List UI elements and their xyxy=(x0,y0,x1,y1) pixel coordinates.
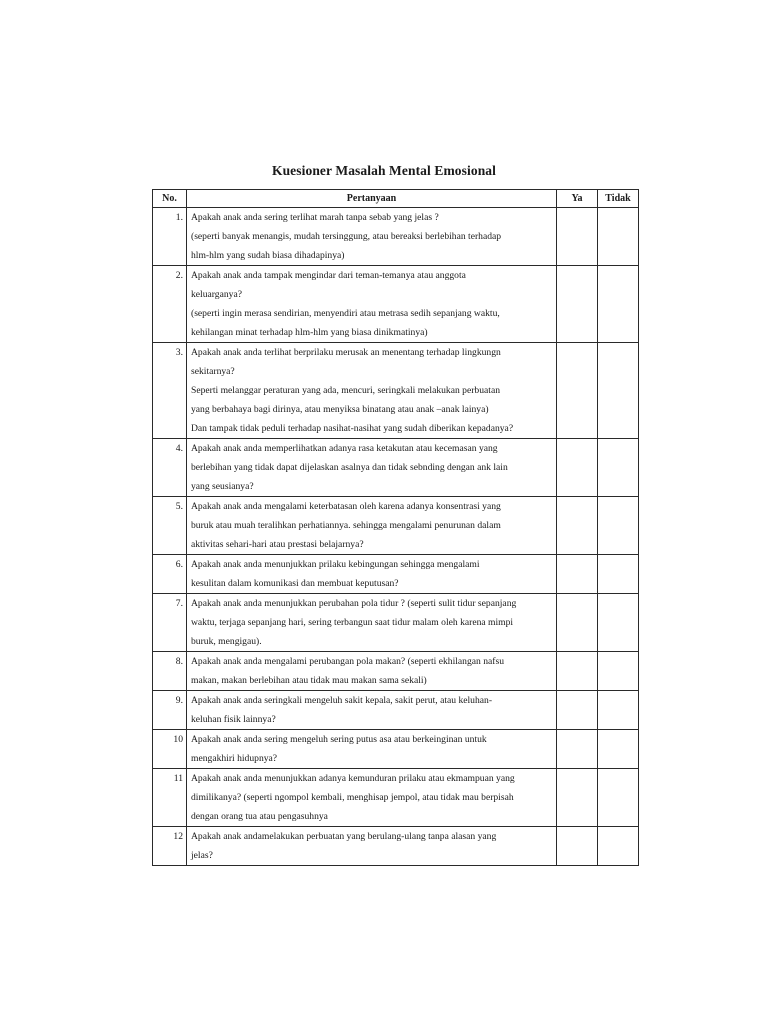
question-line: Apakah anak anda menunjukkan perubahan pola tidur ? (seperti sulit tidur sepanjang xyxy=(191,598,517,609)
table-row xyxy=(153,769,639,827)
row-number: 6. xyxy=(153,555,187,594)
question-line: Apakah anak anda sering terlihat marah tanpa sebab yang jelas ? xyxy=(191,212,439,223)
table-row xyxy=(153,266,639,343)
question-line: sekitarnya? xyxy=(191,366,235,377)
question-line: hlm-hlm yang sudah biasa dihadapinya) xyxy=(191,250,345,261)
question-line: keluhan fisik lainnya? xyxy=(191,714,276,725)
answer-no-cell[interactable] xyxy=(598,555,639,594)
answer-no-cell[interactable] xyxy=(598,691,639,730)
question-text xyxy=(187,769,557,827)
question-line: Apakah anak anda memperlihatkan adanya rasa ketakutan atau kecemasan yang xyxy=(191,443,498,454)
question-line: (seperti banyak menangis, mudah tersinggung, atau bereaksi berlebihan terhadap xyxy=(191,231,502,242)
answer-no-cell[interactable] xyxy=(598,769,639,827)
table-row xyxy=(153,208,639,266)
answer-yes-cell[interactable] xyxy=(557,691,598,730)
question-line: Apakah anak anda tampak mengindar dari teman-temanya atau anggota xyxy=(191,270,466,281)
question-line: (seperti ingin merasa sendirian, menyendiri atau metrasa sedih sepanjang waktu, xyxy=(191,308,500,319)
header-yes: Ya xyxy=(557,190,598,208)
row-number: 5. xyxy=(153,497,187,555)
row-number: 10 xyxy=(153,730,187,769)
row-number: 3. xyxy=(153,343,187,439)
answer-no-cell[interactable] xyxy=(598,439,639,497)
row-number: 1. xyxy=(153,208,187,266)
question-line: yang berbahaya bagi dirinya, atau menyiksa binatang atau anak –anak lainya) xyxy=(191,404,489,415)
table-row xyxy=(153,439,639,497)
answer-yes-cell[interactable] xyxy=(557,439,598,497)
answer-yes-cell[interactable] xyxy=(557,652,598,691)
table-body xyxy=(153,208,639,866)
question-line: kesulitan dalam komunikasi dan membuat keputusan? xyxy=(191,578,399,589)
table-row xyxy=(153,730,639,769)
answer-no-cell[interactable] xyxy=(598,208,639,266)
answer-yes-cell[interactable] xyxy=(557,769,598,827)
row-number: 9. xyxy=(153,691,187,730)
question-line: Seperti melanggar peraturan yang ada, mencuri, seringkali melakukan perbuatan xyxy=(191,385,501,396)
question-line: dimilikanya? (seperti ngompol kembali, menghisap jempol, atau tidak mau berpisah xyxy=(191,792,514,803)
question-text xyxy=(187,439,557,497)
header-no-answer: Tidak xyxy=(598,190,639,208)
question-line: yang seusianya? xyxy=(191,481,254,492)
row-number: 2. xyxy=(153,266,187,343)
answer-yes-cell[interactable] xyxy=(557,208,598,266)
row-number: 11 xyxy=(153,769,187,827)
question-line: mengakhiri hidupnya? xyxy=(191,753,278,764)
question-line: Apakah anak anda sering mengeluh sering putus asa atau berkeinginan untuk xyxy=(191,734,487,745)
question-line: buruk, mengigau). xyxy=(191,636,262,647)
question-line: berlebihan yang tidak dapat dijelaskan asalnya dan tidak sebnding dengan ank lain xyxy=(191,462,508,473)
question-line: jelas? xyxy=(191,850,213,861)
question-line: Apakah anak anda mengalami keterbatasan oleh karena adanya konsentrasi yang xyxy=(191,501,501,512)
header-question: Pertanyaan xyxy=(187,190,557,208)
question-line: Apakah anak anda terlihat berprilaku merusak an menentang terhadap lingkungn xyxy=(191,347,501,358)
question-line: aktivitas sehari-hari atau prestasi belajarnya? xyxy=(191,539,364,550)
question-text xyxy=(187,730,557,769)
question-text xyxy=(187,343,557,439)
answer-no-cell[interactable] xyxy=(598,266,639,343)
answer-yes-cell[interactable] xyxy=(557,343,598,439)
table-header-row xyxy=(153,190,639,208)
question-text xyxy=(187,266,557,343)
table-row xyxy=(153,652,639,691)
row-number: 12 xyxy=(153,827,187,866)
question-line: dengan orang tua atau pengasuhnya xyxy=(191,811,328,822)
question-text xyxy=(187,594,557,652)
answer-yes-cell[interactable] xyxy=(557,730,598,769)
answer-yes-cell[interactable] xyxy=(557,827,598,866)
answer-yes-cell[interactable] xyxy=(557,266,598,343)
question-text xyxy=(187,208,557,266)
table-row xyxy=(153,497,639,555)
question-line: Dan tampak tidak peduli terhadap nasihat-nasihat yang sudah diberikan kepadanya? xyxy=(191,423,514,434)
table-row xyxy=(153,555,639,594)
answer-yes-cell[interactable] xyxy=(557,594,598,652)
question-text xyxy=(187,652,557,691)
question-line: Apakah anak anda menunjukkan prilaku kebingungan sehingga mengalami xyxy=(191,559,480,570)
question-line: buruk atau muah teralihkan perhatiannya. sehingga mengalami penurunan dalam xyxy=(191,520,501,531)
question-line: waktu, terjaga sepanjang hari, sering terbangun saat tidur malam oleh karena mimpi xyxy=(191,617,514,628)
question-text xyxy=(187,555,557,594)
question-line: makan, makan berlebihan atau tidak mau makan sama sekali) xyxy=(191,675,427,686)
row-number: 4. xyxy=(153,439,187,497)
answer-no-cell[interactable] xyxy=(598,343,639,439)
table-row xyxy=(153,691,639,730)
question-line: Apakah anak anda mengalami perubangan pola makan? (seperti ekhilangan nafsu xyxy=(191,656,505,667)
questionnaire-table xyxy=(152,189,639,866)
question-text xyxy=(187,497,557,555)
answer-yes-cell[interactable] xyxy=(557,497,598,555)
row-number: 7. xyxy=(153,594,187,652)
row-number: 8. xyxy=(153,652,187,691)
table-row xyxy=(153,594,639,652)
question-text xyxy=(187,827,557,866)
answer-no-cell[interactable] xyxy=(598,827,639,866)
table-row xyxy=(153,827,639,866)
answer-no-cell[interactable] xyxy=(598,497,639,555)
question-text xyxy=(187,691,557,730)
answer-no-cell[interactable] xyxy=(598,652,639,691)
question-line: Apakah anak anda seringkali mengeluh sakit kepala, sakit perut, atau keluhan- xyxy=(191,695,493,706)
header-no: No. xyxy=(153,190,187,208)
question-line: Apakah anak anda menunjukkan adanya kemunduran prilaku atau ekmampuan yang xyxy=(191,773,515,784)
answer-no-cell[interactable] xyxy=(598,730,639,769)
answer-no-cell[interactable] xyxy=(598,594,639,652)
answer-yes-cell[interactable] xyxy=(557,555,598,594)
question-line: kehilangan minat terhadap hlm-hlm yang biasa dinikmatinya) xyxy=(191,327,428,338)
table-row xyxy=(153,343,639,439)
document-title: Kuesioner Masalah Mental Emosional xyxy=(271,163,497,178)
question-line: Apakah anak andamelakukan perbuatan yang berulang-ulang tanpa alasan yang xyxy=(191,831,497,842)
question-line: keluarganya? xyxy=(191,289,242,300)
